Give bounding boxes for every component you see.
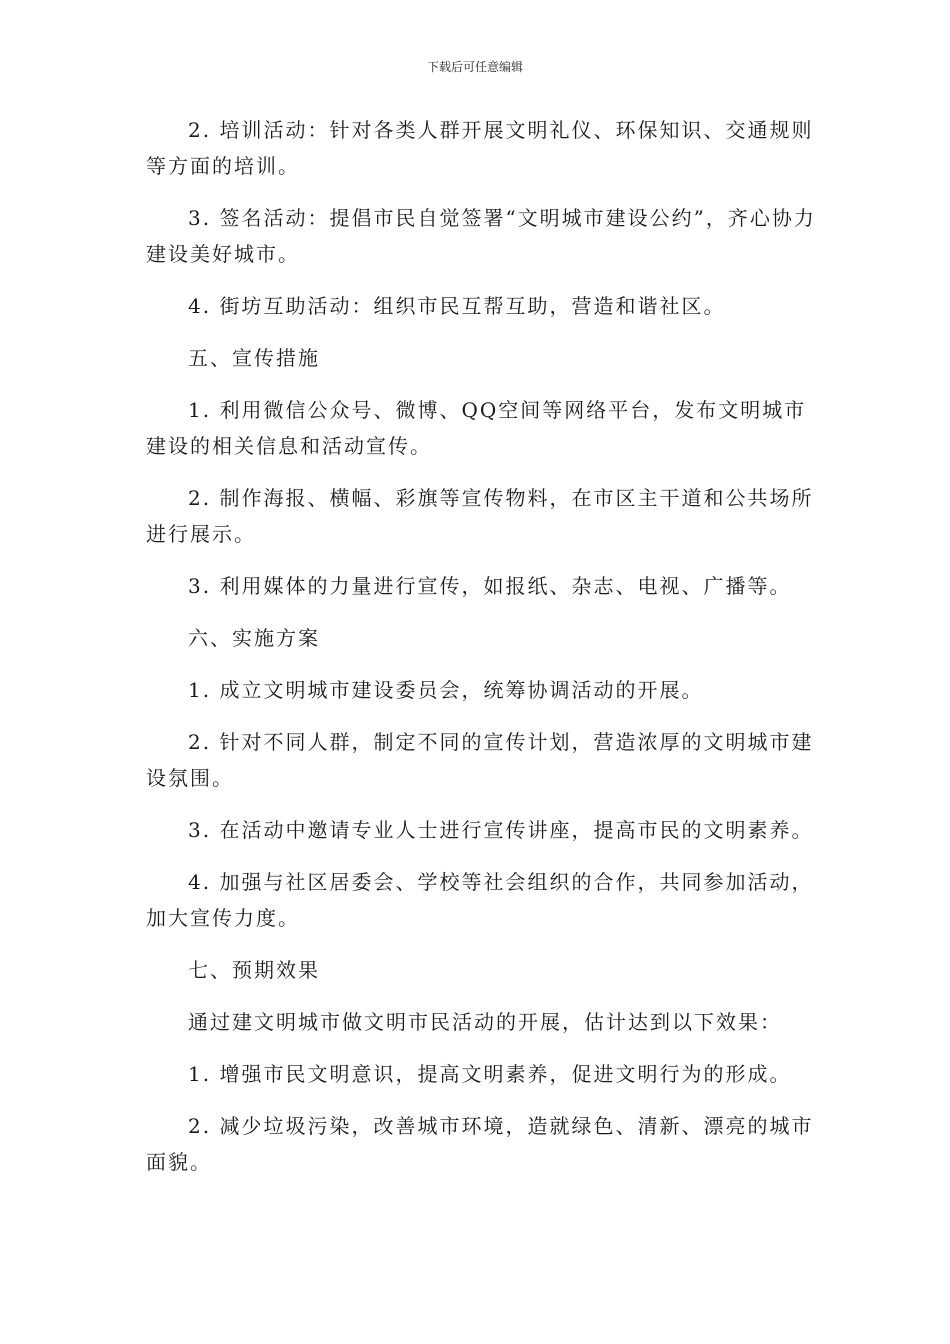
paragraph-cooperation: 4. 加强与社区居委会、学校等社会组织的合作，共同参加活动，加大宣传力度。 xyxy=(146,870,814,930)
paragraph-environment: 2. 减少垃圾污染，改善城市环境，造就绿色、清新、漂亮的城市面貌。 xyxy=(146,1114,814,1174)
section-heading-publicity: 五、宣传措施 xyxy=(188,346,320,370)
paragraph-posters-banners: 2. 制作海报、横幅、彩旗等宣传物料，在市区主干道和公共场所进行展示。 xyxy=(146,486,814,546)
paragraph-results-intro: 通过建文明城市做文明市民活动的开展，估计达到以下效果： xyxy=(188,1010,782,1034)
paragraph-lectures: 3. 在活动中邀请专业人士进行宣传讲座，提高市民的文明素养。 xyxy=(188,818,814,842)
paragraph-training-activity: 2. 培训活动：针对各类人群开展文明礼仪、环保知识、交通规则等方面的培训。 xyxy=(146,118,814,178)
page-header: 下载后可任意编辑 xyxy=(426,60,523,74)
paragraph-media-publicity: 3. 利用媒体的力量进行宣传，如报纸、杂志、电视、广播等。 xyxy=(188,574,792,598)
paragraph-publicity-plan: 2. 针对不同人群，制定不同的宣传计划，营造浓厚的文明城市建设氛围。 xyxy=(146,730,814,790)
paragraph-neighbor-help: 4. 街坊互助活动：组织市民互帮互助，营造和谐社区。 xyxy=(188,294,726,318)
document-body xyxy=(146,112,818,1196)
paragraph-signature-activity: 3. 签名活动：提倡市民自觉签署“文明城市建设公约”，齐心协力建设美好城市。 xyxy=(146,206,816,266)
section-heading-implementation: 六、实施方案 xyxy=(188,626,320,650)
paragraph-civic-awareness: 1. 增强市民文明意识，提高文明素养，促进文明行为的形成。 xyxy=(188,1062,792,1086)
paragraph-online-platforms: 1. 利用微信公众号、微博、QQ空间等网络平台，发布文明城市建设的相关信息和活动宣传。 xyxy=(146,398,807,458)
section-heading-expected-results: 七、预期效果 xyxy=(188,958,320,982)
paragraph-committee: 1. 成立文明城市建设委员会，统筹协调活动的开展。 xyxy=(188,678,704,702)
